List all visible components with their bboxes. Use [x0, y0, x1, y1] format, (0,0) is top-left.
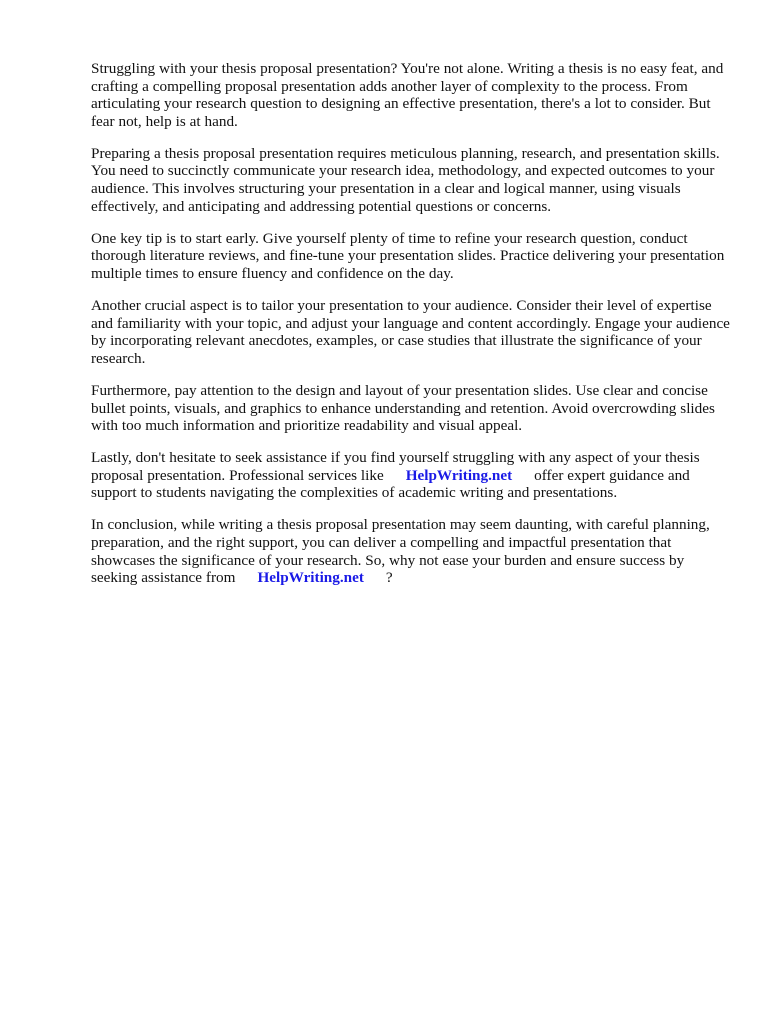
- paragraph-start-early: One key tip is to start early. Give yourself plenty of time to refine your research question, conduct thorough literature reviews, and fine-tune your presentation slides. Practice delivering your presentation multiple times to ensure fluency and confidence on the day.: [91, 229, 725, 282]
- paragraph-conclusion-text-before: In conclusion, while writing a thesis proposal presentation may seem daunting, with careful planning, preparation, and the right support, you can deliver a compelling and impactful presentation that showcases the significance of your research. So, why not ease your burden and ensure success by seeking assistance from: [91, 516, 710, 587]
- paragraph-assistance: [91, 449, 731, 502]
- paragraph-intro: Struggling with your thesis proposal presentation? You're not alone. Writing a thesis is no easy feat, and crafting a compelling proposal presentation adds another layer of complexity to the process. From articulating your research question to designing an effective presentation, there's a lot to consider. But fear not, help is at hand.: [91, 60, 724, 130]
- paragraph-assistance-text-before: Lastly, don't hesitate to seek assistance if you find yourself struggling with any aspect of your thesis proposal presentation. Professional services like: [91, 449, 700, 484]
- paragraph-conclusion-text-after: ?: [385, 569, 393, 587]
- paragraph-preparation: Preparing a thesis proposal presentation requires meticulous planning, research, and presentation skills. You need to succinctly communicate your research idea, methodology, and expected outcomes to your audience. This involves structuring your presentation in a clear and logical manner, using visuals effectively, and anticipating and addressing potential questions or concerns.: [91, 144, 720, 215]
- helpwriting-link[interactable]: HelpWriting.net: [405, 466, 513, 484]
- paragraph-assistance-text-after: offer expert guidance and support to students navigating the complexities of academic writing and presentations.: [91, 466, 690, 502]
- paragraph-audience: Another crucial aspect is to tailor your presentation to your audience. Consider their level of expertise and familiarity with your topic, and adjust your language and content accordingly. Engage your audience by incorporating relevant anecdotes, examples, or case studies that illustrate the significance of your research.: [91, 297, 730, 367]
- document-page: [91, 60, 731, 601]
- helpwriting-link-conclusion[interactable]: HelpWriting.net: [257, 569, 364, 587]
- paragraph-design: Furthermore, pay attention to the design and layout of your presentation slides. Use clear and concise bullet points, visuals, and graphics to enhance understanding and retention. Avoid overcrowding slides with too much information and prioritize readability and visual appeal.: [91, 381, 715, 435]
- paragraph-conclusion: [91, 516, 731, 586]
